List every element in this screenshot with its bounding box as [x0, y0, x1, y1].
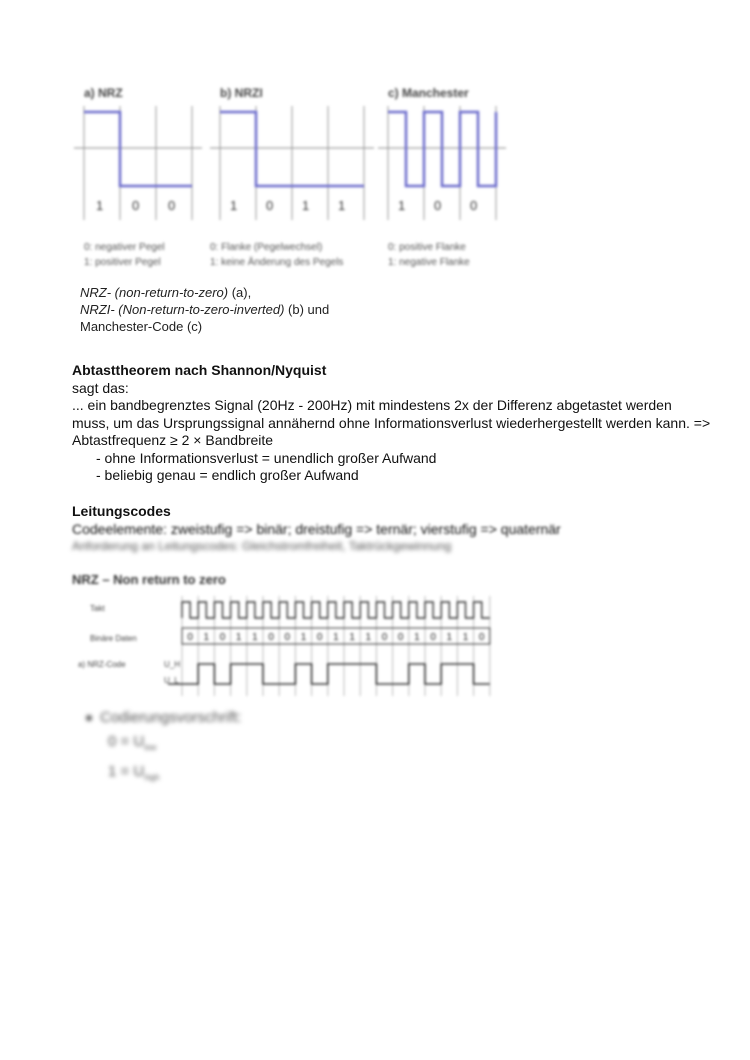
- data-bit: 0: [316, 632, 323, 643]
- caption-text: (b) und: [284, 302, 330, 317]
- legend-line: 1: keine Änderung des Pegels: [210, 257, 344, 268]
- row-label-clock: Takt: [90, 604, 105, 613]
- data-bit: 1: [300, 632, 307, 643]
- sampling-text: ... ein bandbegrenztes Signal (20Hz - 200Hz) mit mindestens 2x der Differenz abgetastet werden muss, um das Ursprungssignal annähernd ohne Informationsverlust wiederhergestellt werden kann. => Abtastfrequenz ≥ 2 × Bandbreite: [72, 397, 711, 448]
- coding-rule: [86, 706, 242, 790]
- diagram-b-bit: 0: [266, 198, 274, 213]
- manchester-signal: [388, 112, 496, 186]
- diagram-a-bit: 0: [132, 198, 140, 213]
- line-code-diagrams: [70, 80, 510, 275]
- caption-line: [80, 284, 329, 301]
- caption-term: NRZI- (Non-return-to-zero-inverted): [80, 302, 285, 317]
- line-codes-text: Codeelemente: zweistufig => binär; dreistufig => ternär; vierstufig => quaternär: [72, 520, 561, 537]
- caption-text: (a),: [228, 285, 252, 300]
- caption-line: [80, 301, 329, 318]
- caption-term: NRZ- (non-return-to-zero): [80, 285, 229, 300]
- data-bit: 0: [430, 632, 436, 643]
- data-bit: 0: [219, 632, 226, 643]
- nrz-code-signal: [168, 664, 490, 684]
- data-bit: 1: [252, 632, 258, 643]
- bullet-dot-icon: [86, 715, 92, 721]
- coding-rule-line: [86, 760, 242, 790]
- data-bit: 0: [397, 632, 404, 643]
- data-bit: 0: [381, 632, 388, 643]
- clock-signal: [182, 602, 490, 618]
- coding-rule-title-text: Codierungsvorschrift:: [100, 709, 242, 726]
- rule-text: 1 = U: [108, 763, 145, 780]
- data-bit: 1: [414, 632, 420, 643]
- data-bit: 1: [349, 632, 355, 643]
- line-codes-text: Anforderung an Leitungscodes: Gleichstromfreiheit, Taktrückgewinnung: [72, 539, 452, 553]
- diagram-b-bit: 1: [230, 198, 238, 213]
- diagram-a-bit: 1: [96, 198, 104, 213]
- nrz-diagram-title: NRZ – Non return to zero: [72, 572, 226, 587]
- diagram-a-legend: [84, 240, 165, 270]
- caption-line: Manchester-Code (c): [80, 319, 203, 334]
- row-label-code: a) NRZ-Code: [78, 660, 126, 669]
- row-label-data: Binäre Daten: [90, 634, 137, 643]
- data-bit: 0: [187, 632, 193, 643]
- data-bit: 1: [365, 632, 372, 643]
- legend-line: 0: Flanke (Pegelwechsel): [210, 242, 323, 253]
- data-bit: 1: [235, 632, 242, 643]
- level-label-high: U_H: [164, 660, 181, 669]
- sampling-heading: Abtasttheorem nach Shannon/Nyquist: [72, 362, 327, 378]
- data-bit: 1: [203, 632, 210, 643]
- rule-text: 0 = U: [108, 733, 145, 750]
- sampling-bullet: - beliebig genau = endlich großer Aufwand: [96, 467, 359, 483]
- diagram-a-bit: 0: [168, 198, 176, 213]
- level-label-low: U_L: [164, 676, 179, 685]
- data-bit: 1: [462, 632, 469, 643]
- data-bit: 0: [478, 632, 485, 643]
- legend-line: 1: positiver Pegel: [84, 257, 161, 268]
- data-bit: 0: [268, 632, 274, 643]
- legend-line: 0: positive Flanke: [388, 242, 466, 253]
- coding-rule-line: [86, 730, 242, 760]
- diagram-b-legend: [210, 240, 343, 270]
- data-bit: 0: [284, 632, 291, 643]
- diagram-b-bit: 1: [302, 198, 310, 213]
- nrz-signal: [84, 112, 192, 186]
- legend-line: 0: negativer Pegel: [84, 242, 165, 253]
- sampling-text: sagt das:: [72, 379, 129, 396]
- rule-subscript: high: [144, 773, 160, 782]
- coding-rule-title: [86, 706, 242, 730]
- data-bit: 1: [333, 632, 339, 643]
- nrz-timing-waveforms: [72, 592, 502, 702]
- diagram-c-bit: 0: [434, 198, 442, 213]
- diagram-a-label: a) NRZ: [84, 86, 123, 100]
- line-codes-heading: Leitungscodes: [72, 503, 171, 519]
- diagram-c-bit: 1: [398, 198, 406, 213]
- sampling-bullet: - ohne Informationsverlust = unendlich großer Aufwand: [96, 449, 437, 466]
- diagram-b-label: b) NRZI: [220, 86, 263, 100]
- diagram-caption: [80, 284, 329, 335]
- diagram-c-label: c) Manchester: [388, 86, 469, 100]
- diagram-c-legend: [388, 240, 470, 270]
- data-bit: 1: [446, 632, 453, 643]
- sampling-theorem-section: [72, 362, 712, 485]
- rule-subscript: low: [144, 743, 157, 752]
- line-codes-section: [72, 503, 712, 556]
- nrz-timing-diagram: [72, 592, 502, 702]
- diagram-c-bit: 0: [470, 198, 478, 213]
- diagram-b-bit: 1: [338, 198, 346, 213]
- legend-line: 1: negative Flanke: [388, 257, 470, 268]
